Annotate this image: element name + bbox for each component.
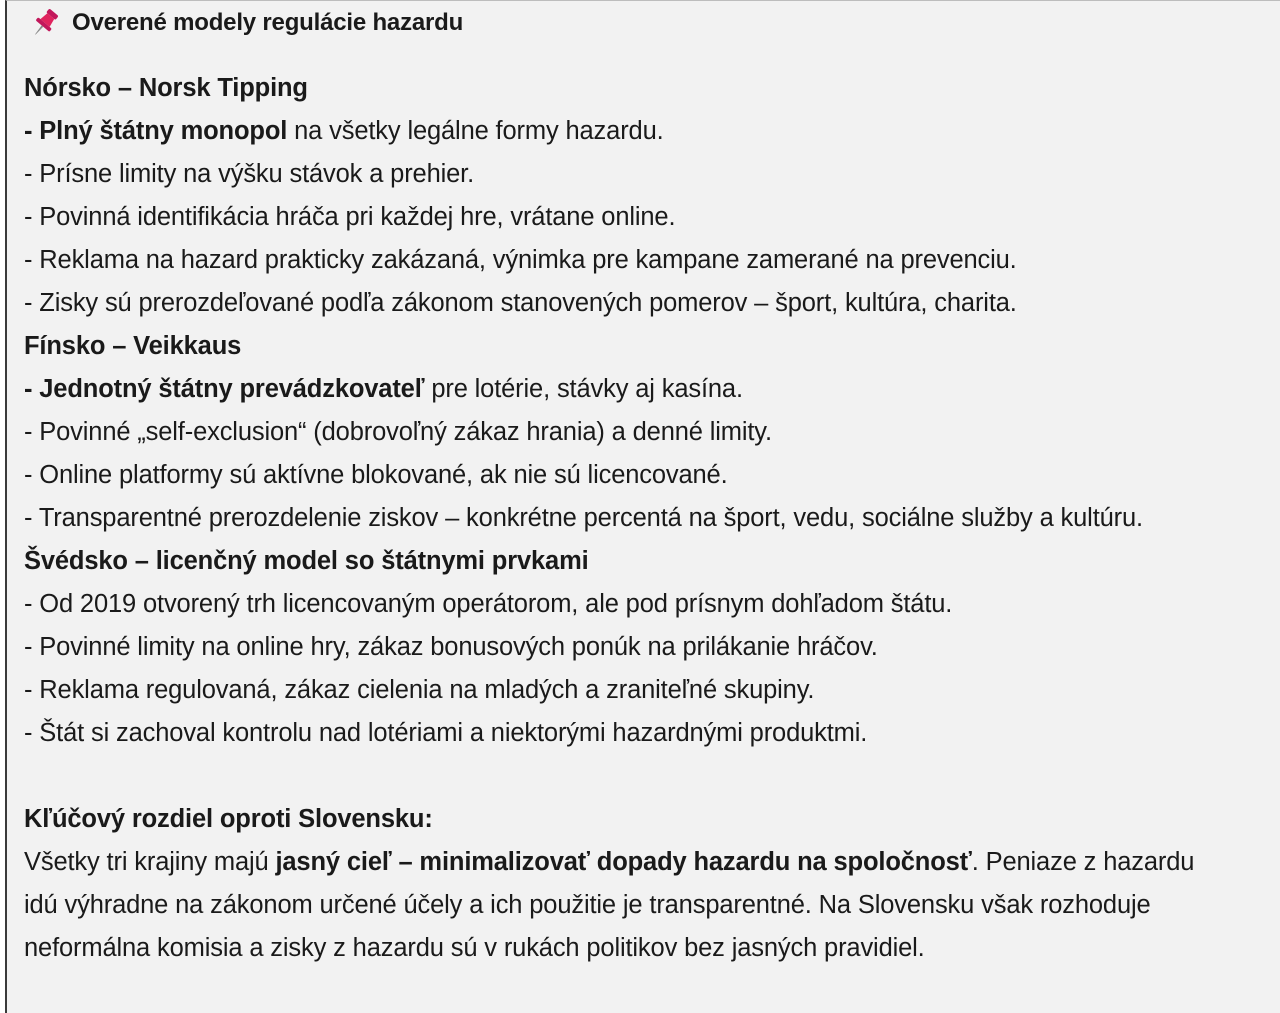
document-body: [24, 67, 1194, 970]
text: Všetky tri krajiny majú: [24, 848, 276, 876]
list-item: - Reklama regulovaná, zákaz cielenia na mladých a zraniteľné skupiny.: [24, 676, 815, 704]
list-item: - Transparentné prerozdelenie ziskov – konkrétne percentá na šport, vedu, sociálne služby a kultúru.: [24, 504, 1143, 532]
section-heading-conclusion: Kľúčový rozdiel oproti Slovensku:: [24, 805, 433, 833]
bold-text: jasný cieľ – minimalizovať dopady hazardu na spoločnosť: [275, 848, 972, 876]
section-heading-norway: Nórsko – Norsk Tipping: [24, 74, 308, 102]
list-item: - Štát si zachoval kontrolu nad lotériami a niektorými hazardnými produktmi.: [24, 719, 868, 747]
title-row: [28, 5, 463, 41]
bold-text: - Jednotný štátny prevádzkovateľ: [24, 375, 425, 403]
list-item: - Prísne limity na výšku stávok a prehier.: [24, 160, 475, 188]
bold-text: - Plný štátny monopol: [24, 117, 288, 145]
text: na všetky legálne formy hazardu.: [287, 117, 664, 145]
list-item: - Povinné „self-exclusion“ (dobrovoľný zákaz hrania) a denné limity.: [24, 418, 772, 446]
page-title: Overené modely regulácie hazardu: [72, 9, 464, 36]
section-heading-sweden: Švédsko – licenčný model so štátnymi prvkami: [24, 547, 589, 575]
document-panel: [5, 0, 1280, 1013]
pushpin-icon: [28, 6, 62, 40]
blank-line: [24, 755, 1194, 798]
list-item: - Povinné limity na online hry, zákaz bonusových ponúk na prilákanie hráčov.: [24, 633, 878, 661]
list-item: [24, 110, 1194, 153]
section-heading-finland: Fínsko – Veikkaus: [24, 332, 242, 360]
list-item: - Povinná identifikácia hráča pri každej hre, vrátane online.: [24, 203, 676, 231]
text: pre lotérie, stávky aj kasína.: [424, 375, 743, 403]
text: . Peniaze z hazardu: [971, 848, 1195, 876]
paragraph-line: neformálna komisia a zisky z hazardu sú v rukách politikov bez jasných pravidiel.: [24, 934, 925, 962]
list-item: - Od 2019 otvorený trh licencovaným operátorom, ale pod prísnym dohľadom štátu.: [24, 590, 953, 618]
list-item: [24, 368, 1194, 411]
paragraph-line: [24, 841, 1194, 884]
list-item: - Zisky sú prerozdeľované podľa zákonom stanovených pomerov – šport, kultúra, charita.: [24, 289, 1017, 317]
list-item: - Reklama na hazard prakticky zakázaná, výnimka pre kampane zamerané na prevenciu.: [24, 246, 1017, 274]
list-item: - Online platformy sú aktívne blokované, ak nie sú licencované.: [24, 461, 728, 489]
paragraph-line: idú výhradne na zákonom určené účely a ich použitie je transparentné. Na Slovensku však rozhoduje: [24, 891, 1151, 919]
